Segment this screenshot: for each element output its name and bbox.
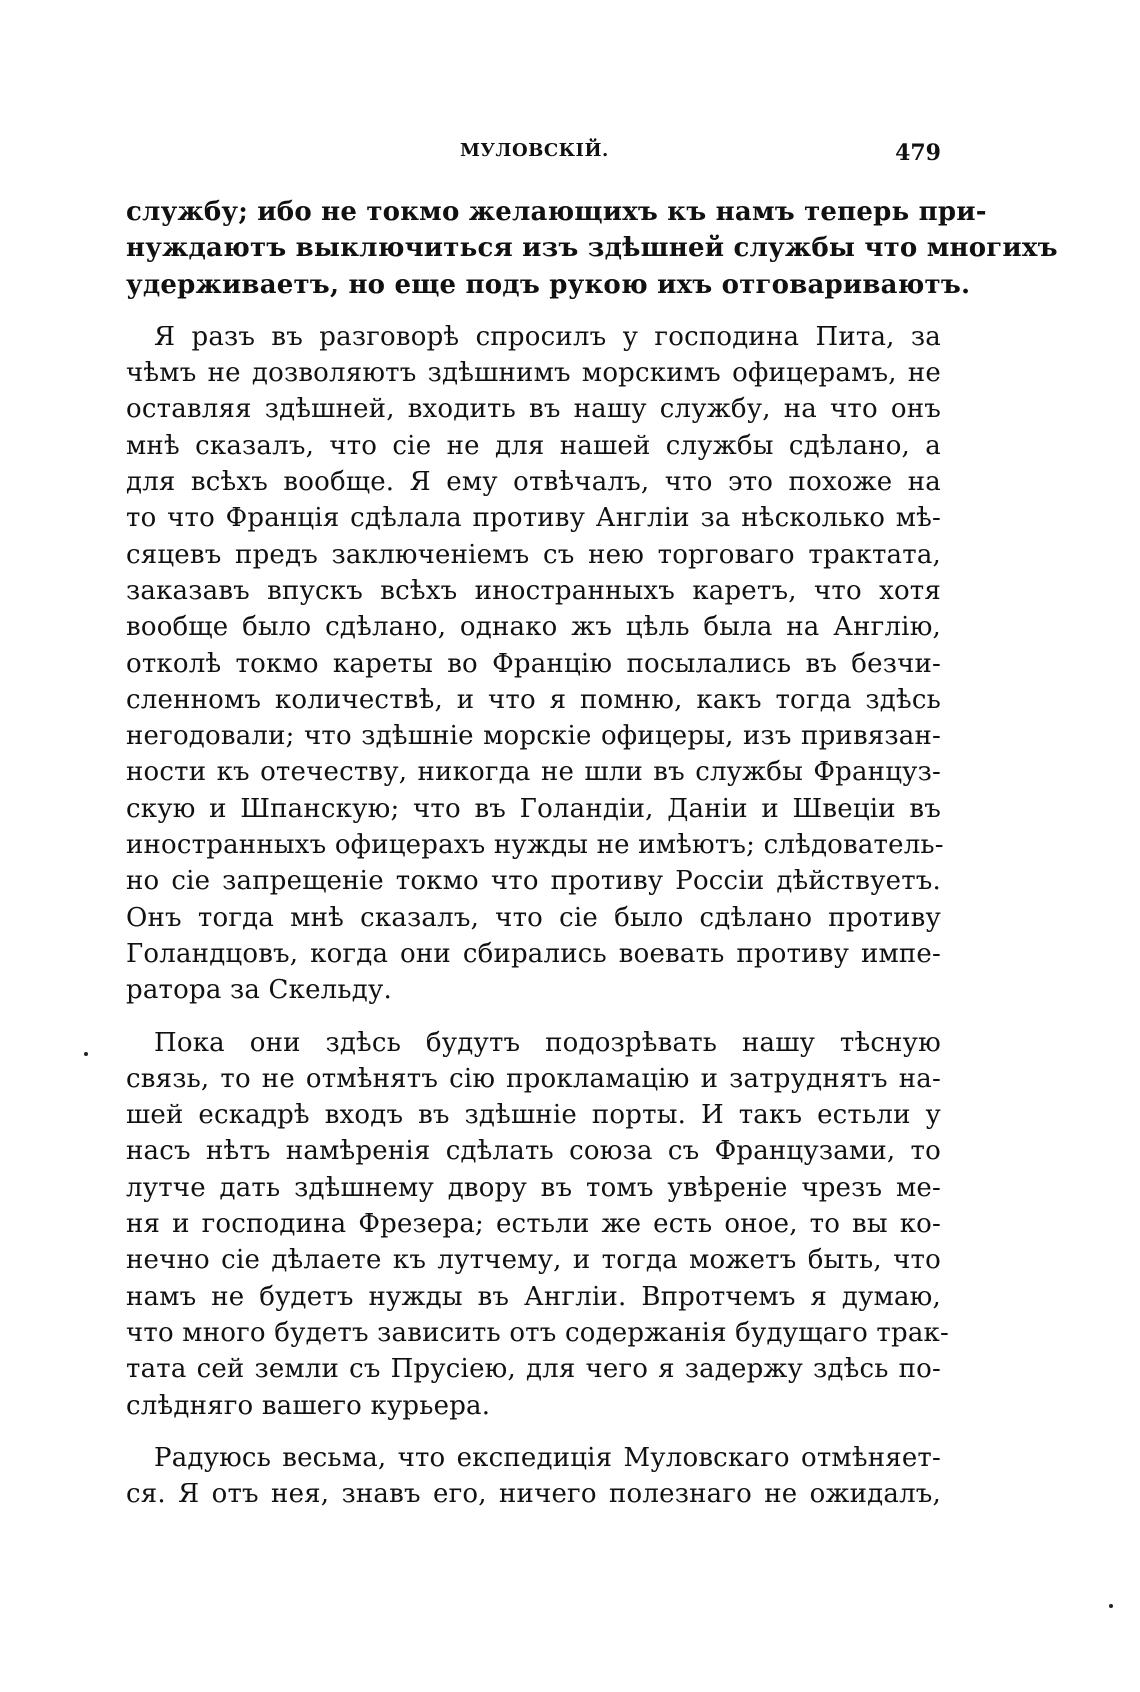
text-line: Пока они здѣсь будутъ подозрѣвать нашу тѣсную: [154, 1027, 941, 1058]
text-line: ня и господина Фрезера; естьли же есть оное, то вы ко-: [126, 1209, 941, 1240]
text-line: отколѣ токмо кареты во Францію посылались въ безчи-: [126, 648, 941, 679]
body-text: [126, 194, 1058, 1528]
text-line: тата сей земли съ Прусіею, для чего я задержу здѣсь по-: [126, 1354, 941, 1385]
text-line: связь, то не отмѣнятъ сію прокламацію и затруднятъ на-: [126, 1063, 941, 1094]
page-number: 479: [895, 140, 941, 166]
text-line: нечно сіе дѣлаете къ лутчему, и тогда можетъ быть, что: [126, 1245, 941, 1276]
text-line: для всѣхъ вообще. Я ему отвѣчалъ, что это похоже на: [126, 467, 941, 498]
text-line: удерживаетъ, но еще подъ рукою ихъ отговариваютъ.: [126, 269, 971, 300]
text-line: лутче дать здѣшнему двору въ томъ увѣреніе чрезъ ме-: [126, 1172, 941, 1203]
running-title: МУЛОВСКІЙ.: [460, 140, 609, 161]
text-line: Я разъ въ разговорѣ спросилъ у господина Пита, за: [154, 321, 941, 352]
text-line: шей ескадрѣ входъ въ здѣшніе порты. И такъ естьли у: [126, 1100, 941, 1131]
text-line: сяцевъ предъ заключеніемъ съ нею торговаго трактата,: [126, 539, 941, 570]
stray-mark: [84, 1052, 88, 1056]
page-header: [126, 140, 941, 180]
text-line: службу; ибо не токмо желающихъ къ намъ теперь при-: [126, 197, 987, 227]
text-line: ся. Я отъ нея, знавъ его, ничего полезнаго не ожидалъ,: [126, 1479, 941, 1510]
text-line: то что Франція сдѣлала противу Англіи за нѣсколько мѣ-: [126, 503, 941, 534]
text-line: Радуюсь весьма, что експедиція Муловскаго отмѣняет-: [154, 1442, 941, 1473]
text-line: что много будетъ зависить отъ содержанія будущаго трак-: [126, 1317, 949, 1348]
text-line: чѣмъ не дозволяютъ здѣшнимъ морскимъ офицерамъ, не: [126, 358, 941, 389]
text-line: ности къ отечеству, никогда не шли въ службы Француз-: [126, 757, 941, 788]
paragraph-4: [126, 1440, 941, 1513]
text-line: но сіе запрещеніе токмо что противу Россіи дѣйствуетъ.: [126, 866, 941, 897]
paragraph-3: [126, 1025, 949, 1424]
text-line: негодовали; что здѣшніе морскіе офицеры, изъ привязан-: [126, 721, 941, 752]
text-line: иностранныхъ офицерахъ нужды не имѣютъ; слѣдователь-: [126, 830, 944, 861]
text-line: слѣдняго вашего курьера.: [126, 1390, 491, 1421]
text-line: мнѣ сказалъ, что сіе не для нашей службы сдѣлано, а: [126, 430, 941, 461]
stray-mark: [1109, 1604, 1113, 1608]
text-line: заказавъ впускъ всѣхъ иностранныхъ каретъ, что хотя: [126, 575, 941, 606]
text-line: намъ не будетъ нужды въ Англіи. Впротчемъ я думаю,: [126, 1281, 941, 1312]
text-line: ратора за Скельду.: [126, 975, 392, 1006]
text-line: скую и Шпанскую; что въ Голандіи, Даніи и Швеціи въ: [126, 793, 941, 824]
text-line: насъ нѣтъ намѣренія сдѣлать союза съ Французами, то: [126, 1136, 941, 1167]
text-line: нуждаютъ выключиться изъ здѣшней службы что многихъ: [126, 233, 1058, 264]
text-line: оставляя здѣшней, входить въ нашу службу, на что онъ: [126, 394, 941, 425]
text-line: Голандцовъ, когда они сбирались воевать противу импе-: [126, 938, 941, 969]
paragraph-1: [126, 194, 1058, 303]
text-line: вообще было сдѣлано, однако жъ цѣль была на Англію,: [126, 612, 941, 643]
text-line: сленномъ количествѣ, и что я помню, какъ тогда здѣсь: [126, 684, 941, 715]
text-line: Онъ тогда мнѣ сказалъ, что сіе было сдѣлано противу: [126, 902, 941, 933]
paragraph-2: [126, 319, 944, 1009]
